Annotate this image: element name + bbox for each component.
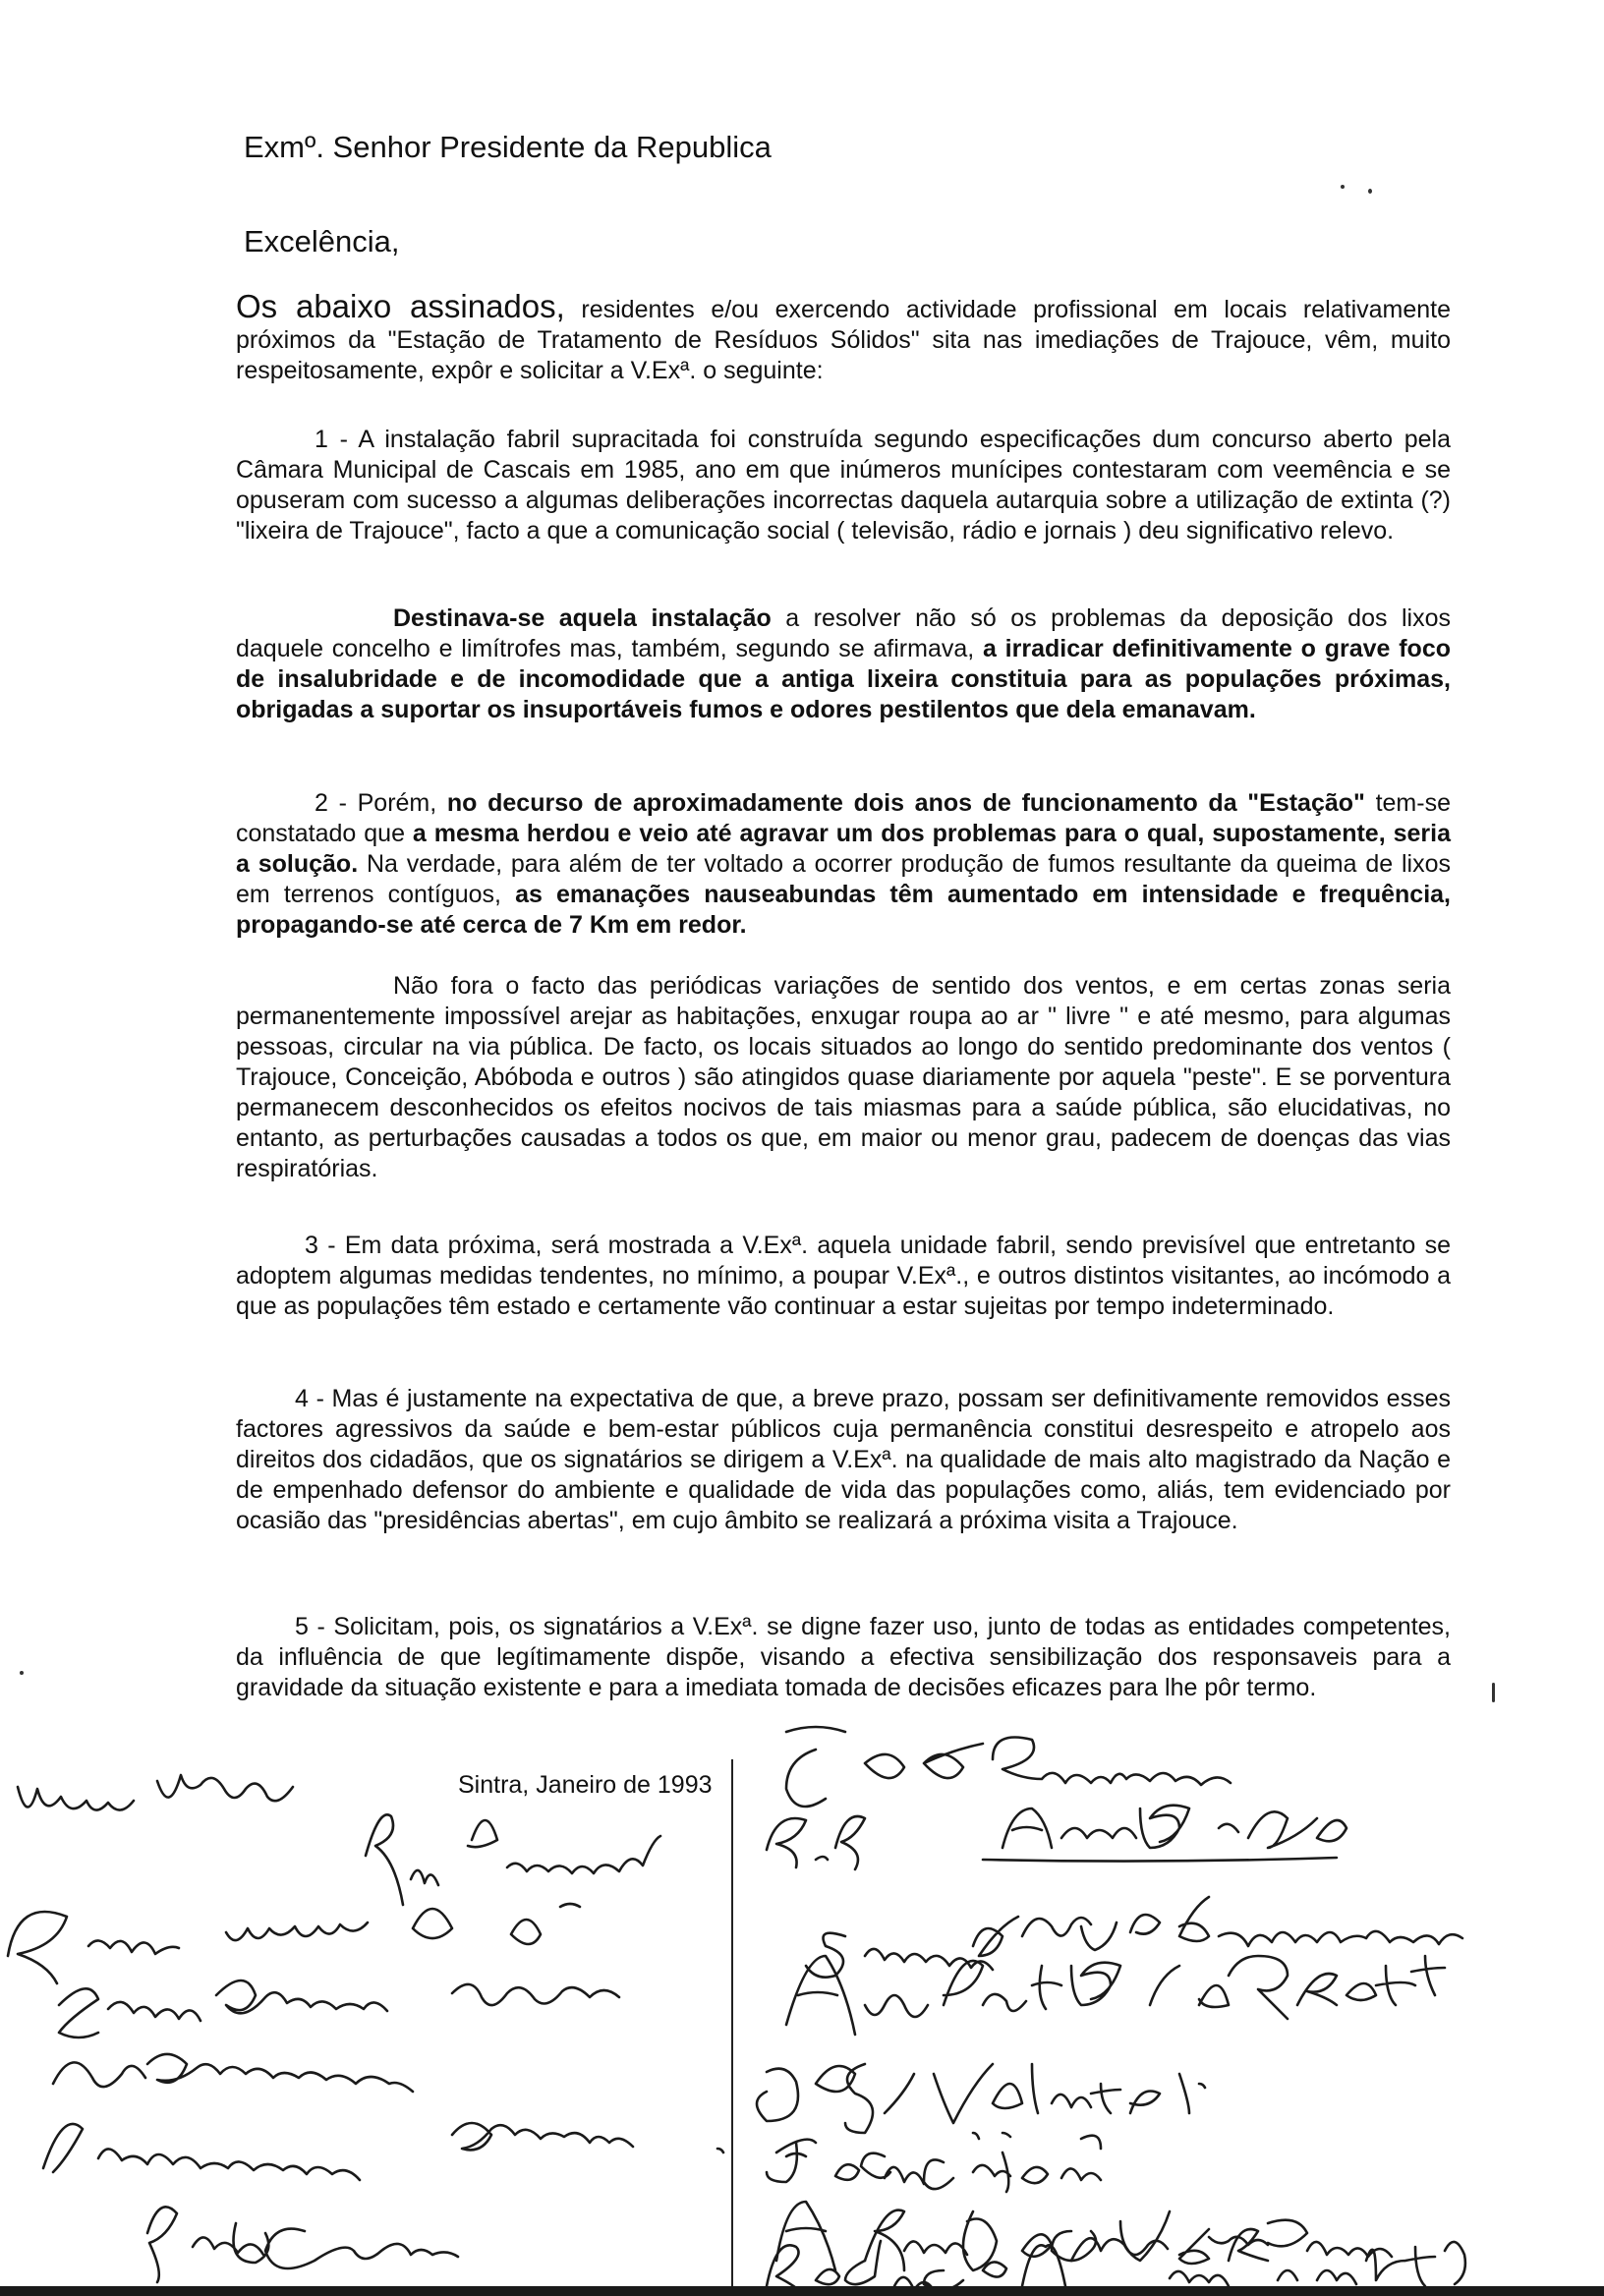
signature (147, 2207, 458, 2282)
signature (806, 1897, 1462, 1978)
intro-lead: Os abaixo assinados, (236, 288, 565, 324)
p1b-text-1: a resolver não só os problemas da deposição dos lixos daquele concelho e limítrofes mas, também, segundo se afirmava, (236, 604, 1451, 662)
signature (983, 1806, 1346, 1862)
signature (767, 2133, 1101, 2192)
scan-bottom-edge (0, 2286, 1604, 2296)
p2-text-1: 2 - Porém, (315, 789, 447, 817)
scan-speck (1341, 185, 1345, 189)
paragraph-1: 1 - A instalação fabril supracitada foi construída segundo especificações dum concurso aberto pela Câmara Municipal de Cascais em 1985, ano em que inúmeros munícipes contestaram com veemência e se opuseram com sucesso a algumas deliberações incorrectas daquela autarquia sobre a utilização de extinta (?) "lixeira de Trajouce", facto a que a comunicação social ( televisão, rádio e jornais ) deu significativo relevo. (236, 426, 1451, 545)
paragraph-5: 5 - Solicitam, pois, os signatários a V.Exª. se digne fazer uso, junto de todas as entidades competentes, da influência de que legítimamente dispõe, visando a efectiva sensibilização dos responsaveis para a gravidade da situação existente e para a imediata tomada de decisões eficazes para lhe pôr termo. (236, 1613, 1451, 1701)
p2-bold-3: as emanações nauseabundas têm aumentado em intensidade e frequência, propagando-se até cerca de 7 Km em redor. (236, 881, 1451, 939)
salutation: Exmº. Senhor Presidente da Republica (244, 130, 772, 164)
paragraph-4: 4 - Mas é justamente na expectativa de que, a breve prazo, possam ser definitivamente removidos esses factores agressivos da saúde e bem-estar públicos cuja permanência constitui desrespeito e atropelo aos direitos dos cidadãos, que os signatários se dirigem a V.Exª. na qualidade de mais alto magistrado da Nação e de empenhado defensor do ambiente e qualidade de vida das populações como, aliás, tem evidenciado por ocasião das "presidências abertas", em cujo âmbito se realizará a próxima visita a Trajouce. (236, 1385, 1451, 1534)
paragraph-2b: Não fora o facto das periódicas variações de sentido dos ventos, e em certas zonas seria permanentemente impossível arejar as habitações, enxugar roupa ao ar " livre " e até mesmo, para algumas pessoas, circular na via pública. De facto, os locais situados ao longo do sentido predominante dos ventos ( Trajouce, Conceição, Abóboda e outros ) são atingidos quase diariamente por aquela "peste". E se porventura permanecem desconhecidos os efeitos nocivos de tais miasmas para a saúde pública, são elucidativas, no entanto, as perturbações causadas a todos os que, em maior ou menor grau, padecem de doenças das vias respiratórias. (236, 972, 1451, 1182)
scan-speck (1492, 1683, 1495, 1702)
signature (757, 2064, 1205, 2133)
signature (8, 1904, 580, 1983)
signature (776, 2202, 1392, 2270)
p1b-bold-1: Destinava-se aquela instalação (393, 604, 772, 632)
signature (18, 1775, 293, 1810)
scan-speck (20, 1671, 24, 1675)
p2-text-2: tem-se constatado que (236, 789, 1451, 847)
signature (786, 1727, 1231, 1807)
signature (786, 1956, 1445, 2035)
paragraph-3: 3 - Em data próxima, será mostrada a V.Exª. aquela unidade fabril, sendo previsível que entretanto se adoptem algumas medidas tendentes, no mínimo, a poupar V.Exª., e outros distintos visitantes, ao incómodo a que as populações têm estado e certamente vão continuar a estar sujeitas por tempo indeterminado. (236, 1232, 1451, 1320)
p1b-bold-2: a irradicar definitivamente o grave foco de insalubridade e de incomodidade que a antiga lixeira constituia para as populações próximas, obrigadas a suportar os insuportáveis fumos e odores pestilentos que dela emanavam. (236, 635, 1451, 723)
signature (59, 1980, 619, 2038)
p2-bold-2: a mesma herdou e veio até agravar um dos problemas para o qual, supostamente, seria a solução. (236, 820, 1451, 878)
signature (43, 2123, 723, 2180)
place-date: Sintra, Janeiro de 1993 (458, 1771, 713, 1799)
greeting: Excelência, (244, 224, 400, 258)
p2-bold-1: no decurso de aproximadamente dois anos de funcionamento da "Estação" (446, 789, 1365, 817)
signature (366, 1814, 660, 1905)
intro-rest: residentes e/ou exercendo actividade profissional em locais relativamente próximos da "Estação de Tratamento de Resíduos Sólidos" sita nas imediações de Trajouce, vêm, muito respeitosamente, expôr e solicitar a V.Exª. o seguinte: (236, 296, 1452, 384)
p2-text-3: Na verdade, para além de ter voltado a ocorrer produção de fumos resultante da queima de lixos em terrenos contíguos, (236, 850, 1451, 908)
scan-speck (1368, 189, 1372, 194)
signature (767, 1816, 865, 1869)
signature (53, 2054, 413, 2092)
